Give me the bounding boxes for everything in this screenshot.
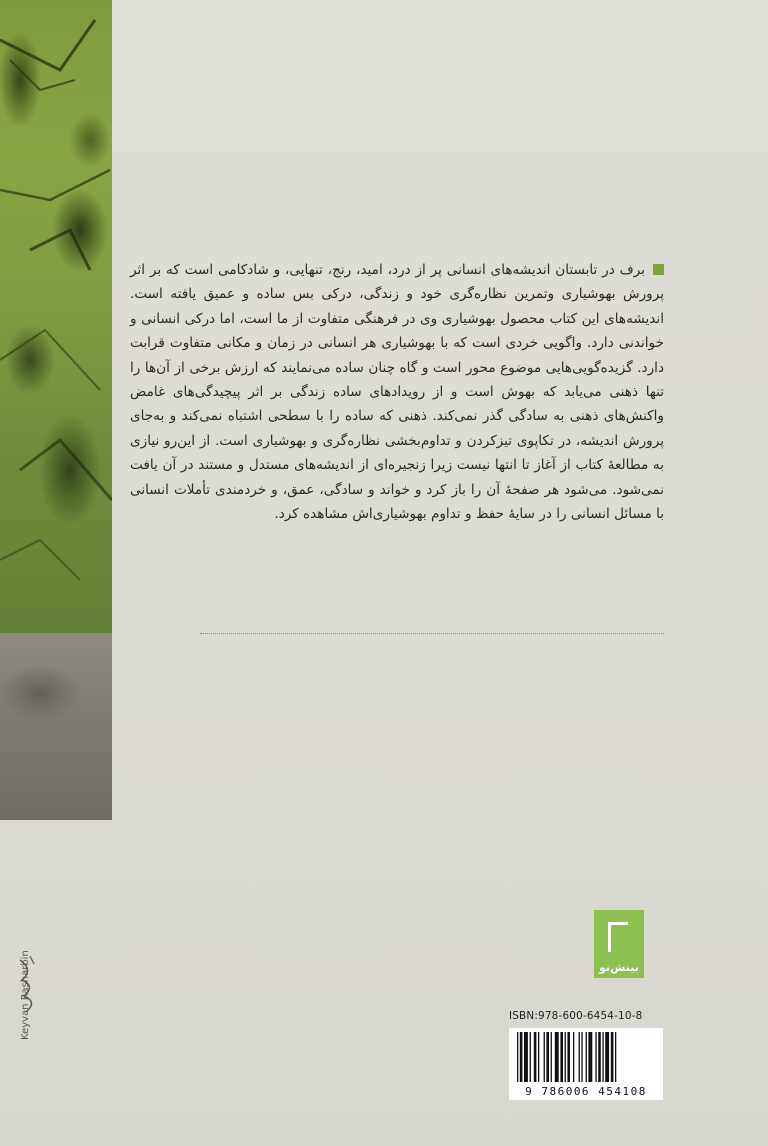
publisher-logo — [594, 910, 644, 978]
blurb-text: برف در تابستان اندیشه‌های انسانی پر از درد، امید، رنج، تنهایی، و شادکامی است که بر اثر پرورش بهوشیاری وتمرین نظاره‌گری خود و زندگی، درکی بس ساده و عمیق یافته است. اندیشه‌های این کتاب محصول بهوشیاری وی در فرهنگی متفاوت از ما است، اما درکی انسانی و خواندنی دارد. واگویی خردی است که با بهوشیاری هر انسانی در زمان و مکانی متفاوت قرابت دارد. گزیده‌گویی‌هایی موضوع محور است و گاه چنان ساده می‌نمایند که ارزش برخی از آن‌ها را تنها ذهنی می‌یابد که بهوش است و از رویدادهای ساده زندگی بر اثر پیچیدگی‌های غامض واکنش‌های ذهنی به سادگی گذر نمی‌کند. ذهنی که ساده را با سطحی اشتباه نمی‌کند و به‌جای پرورش اندیشه، در تکاپوی تیزکردن و تداوم‌بخشی نظاره‌گری و بهوشیاری است. از این‌رو نیازی به مطالعهٔ کتاب از آغاز تا انتها نیست زیرا زنجیره‌ای از اندیشه‌های مستدل و مستند در آن یافت نمی‌شود. می‌شود هر صفحهٔ آن را باز کرد و خواند و سادگی، عمق، و خردمندی تأملات انسانی با مسائل انسانی را در سایهٔ حفظ و تداوم بهوشیاری‌اش مشاهده کرد. — [130, 262, 664, 523]
publisher-name: بینش‌نو — [599, 961, 639, 974]
blurb-paragraph — [130, 258, 664, 526]
green-square-bullet-icon — [653, 264, 664, 275]
barcode — [509, 1028, 663, 1100]
publisher-mark-icon — [608, 922, 628, 952]
isbn-label: ISBN:978-600-6454-10-8 — [509, 1010, 643, 1022]
branch-silhouettes — [0, 0, 112, 633]
dotted-divider — [200, 633, 664, 634]
green-foliage-photo — [0, 0, 112, 633]
barcode-bars-icon — [515, 1032, 657, 1084]
cover-photo-strip — [0, 0, 112, 820]
gray-lower-photo — [0, 633, 112, 820]
barcode-digits: 9 786006 454108 — [525, 1085, 647, 1098]
designer-name-label: Keyvan Rasharbin — [20, 950, 31, 1040]
